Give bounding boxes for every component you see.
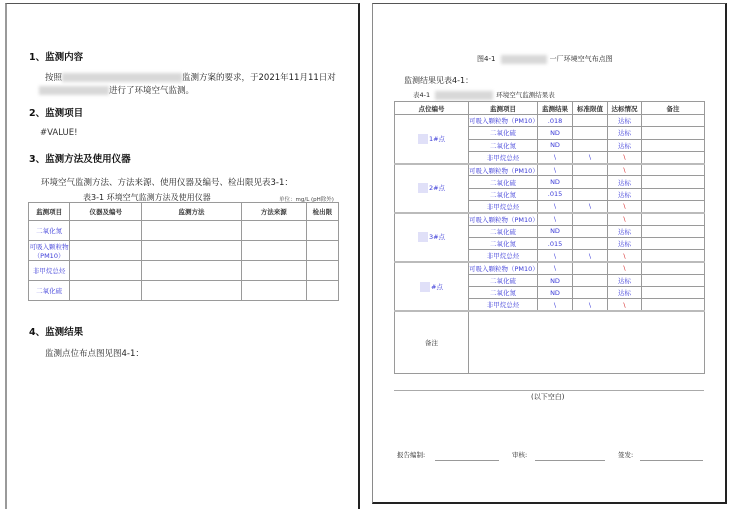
standard-cell	[573, 225, 608, 237]
standard-cell	[573, 115, 608, 127]
document-page-left	[5, 3, 360, 509]
item-cell: 可吸入颗粒物（PM10）	[469, 115, 538, 127]
standard-cell	[573, 176, 608, 188]
table-caption-suffix: 环境空气监测结果表	[496, 91, 555, 99]
limit-cell	[306, 261, 338, 281]
standard-cell	[573, 164, 608, 176]
remarks-value	[469, 311, 705, 373]
table-3-1-unit: 单位：mg/L (pH除外)	[279, 197, 334, 203]
status-cell: 达标	[608, 188, 642, 200]
col-header: 监测项目	[29, 203, 70, 221]
remarks-row	[395, 311, 705, 373]
standard-cell: \	[573, 299, 608, 311]
result-cell: \	[538, 250, 573, 262]
item-cell: 非甲烷总烃	[29, 261, 70, 281]
para-prefix: 按照	[45, 73, 63, 83]
table-3-1-caption: 表3-1 环境空气监测方法及使用仪器	[83, 193, 211, 202]
item-cell: 非甲烷总烃	[469, 201, 538, 213]
item-cell: 非甲烷总烃	[469, 250, 538, 262]
status-cell: 达标	[608, 127, 642, 139]
col-header: 检出限	[306, 203, 338, 221]
figure-caption-prefix: 图4-1	[477, 55, 496, 63]
item-cell: 可吸入颗粒物（PM10）	[469, 262, 538, 274]
item-cell: 二氧化硫	[469, 127, 538, 139]
prepared-by-line[interactable]	[435, 460, 499, 461]
item-cell: 二氧化氮	[469, 188, 538, 200]
result-cell: \	[538, 213, 573, 225]
remark-cell	[642, 151, 705, 163]
table-4-1	[394, 101, 705, 374]
table-row	[395, 262, 705, 274]
table-row	[29, 221, 339, 241]
review-label: 审核:	[512, 451, 528, 459]
section-1-paragraph	[45, 71, 336, 83]
instrument-cell	[70, 221, 142, 241]
instrument-cell	[70, 281, 142, 301]
instrument-cell	[70, 241, 142, 261]
remark-cell	[642, 164, 705, 176]
result-cell: \	[538, 262, 573, 274]
col-header: 达标情况	[608, 102, 642, 115]
remark-cell	[642, 127, 705, 139]
table-caption-prefix: 表4-1	[413, 91, 431, 99]
table-row	[395, 213, 705, 225]
section-2-heading: 2、监测项目	[29, 108, 84, 119]
remark-cell	[642, 225, 705, 237]
table-header-row	[29, 203, 339, 221]
result-cell: ND	[538, 287, 573, 299]
remark-cell	[642, 139, 705, 151]
results-intro: 监测结果见表4-1：	[404, 76, 474, 85]
remark-cell	[642, 287, 705, 299]
remark-cell	[642, 213, 705, 225]
redacted-text	[39, 86, 109, 95]
point-id-cell	[395, 164, 469, 213]
status-cell: \	[608, 250, 642, 262]
standard-cell	[573, 274, 608, 286]
item-cell: 二氧化硫	[469, 176, 538, 188]
standard-cell	[573, 262, 608, 274]
point-id-cell	[395, 213, 469, 262]
col-header: 点位编号	[395, 102, 469, 115]
redacted-point-prefix	[418, 183, 428, 193]
divider	[394, 390, 704, 391]
item-cell: 二氧化氮	[29, 221, 70, 241]
col-header: 标准限值	[573, 102, 608, 115]
status-cell: \	[608, 262, 642, 274]
col-header: 监测项目	[469, 102, 538, 115]
remark-cell	[642, 201, 705, 213]
remark-cell	[642, 237, 705, 249]
standard-cell	[573, 237, 608, 249]
issue-label: 签发:	[618, 451, 634, 459]
standard-cell: \	[573, 201, 608, 213]
point-label: 1#点	[428, 134, 446, 143]
point-label: #点	[431, 282, 443, 291]
method-cell	[142, 241, 241, 261]
item-cell: 非甲烷总烃	[469, 151, 538, 163]
method-cell	[142, 281, 241, 301]
remark-cell	[642, 176, 705, 188]
result-cell: .018	[538, 115, 573, 127]
standard-cell	[573, 127, 608, 139]
redacted-point-prefix	[418, 232, 428, 242]
table-row	[29, 241, 339, 261]
col-header: 仪器及编号	[70, 203, 142, 221]
table-4-1-caption	[413, 90, 555, 100]
table-row	[395, 164, 705, 176]
standard-cell	[573, 287, 608, 299]
para-mid: 监测方案的要求，于2021年11月11日对	[182, 73, 336, 83]
instrument-cell	[70, 261, 142, 281]
col-header: 监测方法	[142, 203, 241, 221]
result-cell: \	[538, 164, 573, 176]
status-cell: 达标	[608, 115, 642, 127]
point-label: 3#点	[428, 233, 446, 242]
results-body	[395, 115, 705, 312]
status-cell: 达标	[608, 287, 642, 299]
redacted-point-prefix	[418, 134, 428, 144]
section-2-value: #VALUE!	[40, 128, 78, 138]
figure-4-1-caption	[477, 54, 613, 64]
status-cell: \	[608, 164, 642, 176]
point-id-cell	[395, 115, 469, 164]
item-cell: 可吸入颗粒物（PM10）	[469, 213, 538, 225]
status-cell: 达标	[608, 139, 642, 151]
standard-cell: \	[573, 151, 608, 163]
point-id-cell	[395, 262, 469, 311]
standard-cell	[573, 188, 608, 200]
status-cell: \	[608, 213, 642, 225]
col-header: 备注	[642, 102, 705, 115]
result-cell: \	[538, 201, 573, 213]
result-cell: \	[538, 299, 573, 311]
section-3-intro: 环境空气监测方法、方法来源、使用仪器及编号、检出限见表3-1：	[41, 178, 293, 188]
remark-cell	[642, 262, 705, 274]
section-3-heading: 3、监测方法及使用仪器	[29, 154, 131, 165]
redacted-text	[435, 91, 493, 100]
table-header-row	[395, 102, 705, 115]
item-cell: 二氧化硫	[469, 274, 538, 286]
redacted-text	[62, 73, 182, 82]
result-cell: ND	[538, 225, 573, 237]
remarks-label: 备注	[395, 311, 469, 373]
section-4-heading: 4、监测结果	[29, 327, 84, 338]
status-cell: \	[608, 201, 642, 213]
method-cell	[142, 221, 241, 241]
standard-cell	[573, 139, 608, 151]
result-cell: .015	[538, 188, 573, 200]
status-cell: 达标	[608, 225, 642, 237]
item-cell: 二氧化氮	[469, 139, 538, 151]
remark-cell	[642, 188, 705, 200]
limit-cell	[306, 221, 338, 241]
result-cell: ND	[538, 139, 573, 151]
item-cell: 二氧化硫	[29, 281, 70, 301]
section-1-paragraph-line2	[39, 84, 194, 96]
item-cell: 二氧化硫	[469, 225, 538, 237]
source-cell	[241, 221, 306, 241]
table-3-1	[28, 202, 339, 301]
status-cell: 达标	[608, 274, 642, 286]
item-cell: 可吸入颗粒物（PM10）	[469, 164, 538, 176]
result-cell: ND	[538, 176, 573, 188]
status-cell: 达标	[608, 237, 642, 249]
limit-cell	[306, 281, 338, 301]
table-row	[29, 261, 339, 281]
table-row	[395, 115, 705, 127]
standard-cell	[573, 213, 608, 225]
limit-cell	[306, 241, 338, 261]
status-cell: 达标	[608, 176, 642, 188]
figure-caption-suffix: 一厂环境空气布点图	[549, 55, 613, 63]
redacted-text	[501, 55, 547, 64]
standard-cell: \	[573, 250, 608, 262]
item-cell: 二氧化氮	[469, 287, 538, 299]
item-cell: 可吸入颗粒物（PM10）	[29, 242, 69, 260]
source-cell	[241, 261, 306, 281]
source-cell	[241, 241, 306, 261]
result-cell: ND	[538, 127, 573, 139]
redacted-point-prefix	[420, 282, 430, 292]
prepared-by-label: 报告编制:	[397, 451, 426, 459]
section-1-heading: 1、监测内容	[29, 52, 84, 63]
source-cell	[241, 281, 306, 301]
remark-cell	[642, 250, 705, 262]
blank-below-note: (以下空白)	[531, 393, 565, 401]
remark-cell	[642, 274, 705, 286]
status-cell: \	[608, 299, 642, 311]
table-row	[29, 281, 339, 301]
point-label: 2#点	[428, 184, 446, 193]
item-cell: 非甲烷总烃	[469, 299, 538, 311]
document-page-right	[372, 3, 727, 504]
status-cell: \	[608, 151, 642, 163]
result-cell: \	[538, 151, 573, 163]
method-cell	[142, 261, 241, 281]
para-line2: 进行了环境空气监测。	[109, 86, 195, 96]
result-cell: .015	[538, 237, 573, 249]
col-header: 监测结果	[538, 102, 573, 115]
item-cell: 二氧化氮	[469, 237, 538, 249]
section-4-text: 监测点位布点图见图4-1：	[45, 349, 144, 359]
issue-line[interactable]	[640, 460, 703, 461]
review-line[interactable]	[535, 460, 605, 461]
remark-cell	[642, 299, 705, 311]
col-header: 方法来源	[241, 203, 306, 221]
result-cell: ND	[538, 274, 573, 286]
remark-cell	[642, 115, 705, 127]
